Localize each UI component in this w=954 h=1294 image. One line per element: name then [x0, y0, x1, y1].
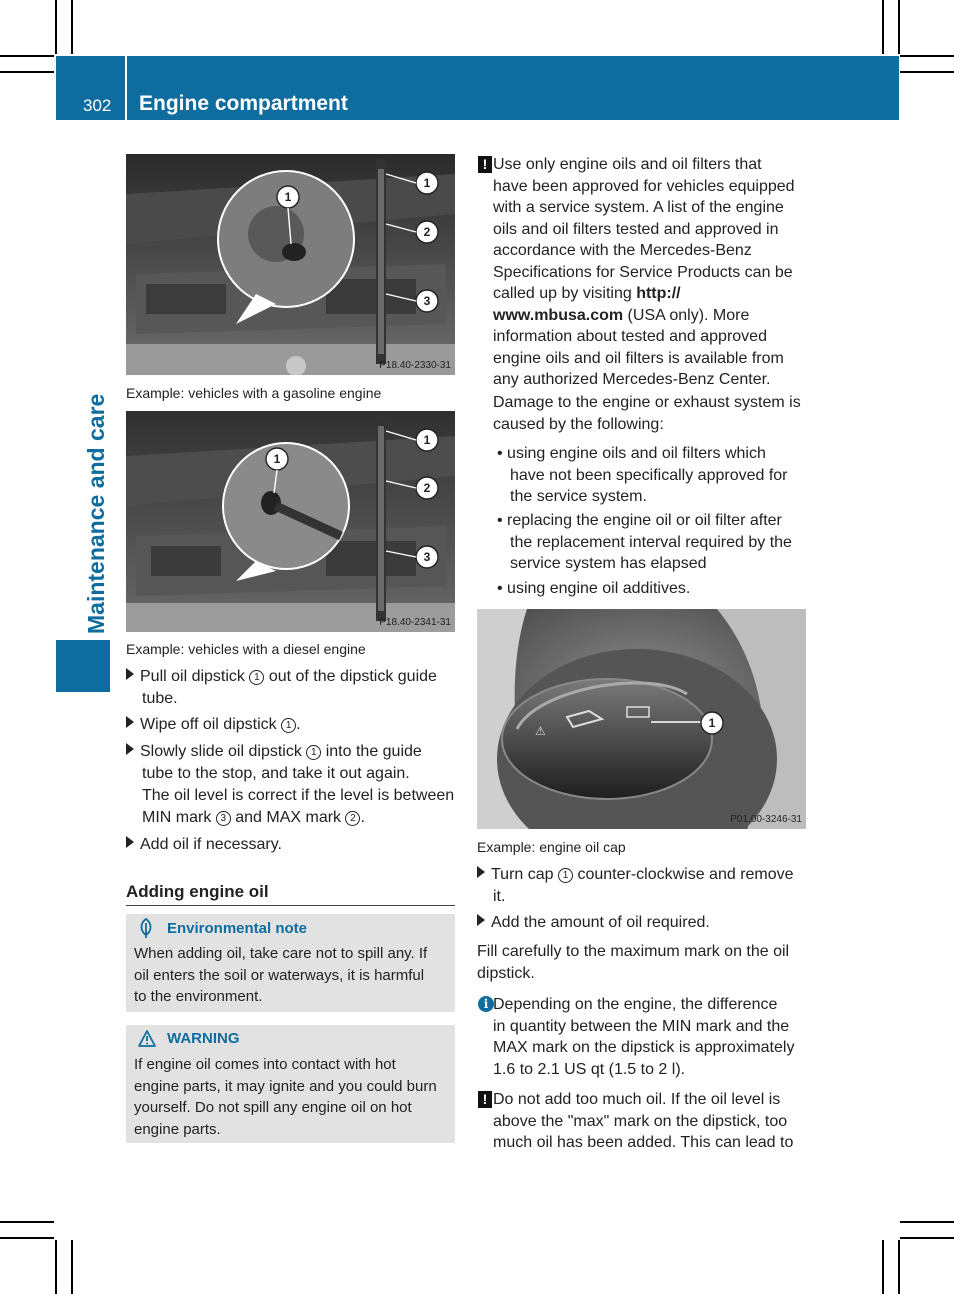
info-text: Depending on the engine, the difference in quantity between the MIN mark and the MAX mark on the dipstick is approximately 1.6 to 2.1 US qt (1.5 to 2 l).: [493, 996, 795, 1078]
bullet-item: • replacing the engine oil or oil filter after the replacement interval required by the service system has elapsed: [497, 512, 792, 572]
crop-mark: [900, 1237, 954, 1239]
crop-mark: [900, 1221, 954, 1223]
step-arrow-icon: [477, 914, 485, 926]
crop-mark: [900, 55, 954, 57]
bullet-item: • using engine oil additives.: [497, 580, 691, 597]
info-icon: i: [478, 995, 494, 1013]
notice-excl-icon: !: [478, 156, 492, 174]
photo-code: P01.00-3246-31: [730, 814, 802, 825]
crop-mark: [0, 1221, 54, 1223]
photo-code: P18.40-2341-31: [379, 617, 451, 628]
header-divider: [125, 56, 127, 120]
step-turn-cap: Turn cap 1 counter-clockwise and remove it.: [477, 864, 812, 907]
step-add-amount: Add the amount of oil required.: [477, 912, 812, 934]
section-heading: Adding engine oil: [126, 882, 269, 901]
callout-number: 3: [423, 294, 431, 308]
diesel-engine-photo: [126, 411, 455, 632]
warning-title: WARNING: [167, 1030, 240, 1047]
callout-number: 1: [284, 190, 292, 204]
fill-text: Fill carefully to the maximum mark on the oil dipstick.: [477, 943, 790, 982]
callout-ref: 3: [216, 811, 231, 826]
callout-ref: 1: [249, 670, 264, 685]
sidebar-tab-block: [56, 640, 110, 692]
crop-mark: [898, 1240, 900, 1294]
step-arrow-icon: [126, 743, 134, 755]
env-note-title: Environmental note: [167, 920, 308, 937]
photo-caption: Example: vehicles with a diesel engine: [126, 641, 366, 657]
crop-mark: [55, 0, 57, 54]
page-number: 302: [83, 96, 112, 115]
crop-mark: [0, 1237, 54, 1239]
crop-mark: [0, 55, 54, 57]
step-arrow-icon: [126, 716, 134, 728]
step-pull-dipstick: Pull oil dipstick 1 out of the dipstick guide tube.: [126, 666, 458, 709]
crop-mark: [882, 1240, 884, 1294]
photo-code: P18.40-2330-31: [379, 360, 451, 371]
callout-ref: 1: [281, 718, 296, 733]
crop-mark: [0, 71, 54, 73]
step-arrow-icon: [126, 668, 134, 680]
oil-cap-photo: [477, 609, 806, 829]
photo-caption: Example: vehicles with a gasoline engine: [126, 385, 382, 401]
warning-triangle-icon: [137, 1029, 157, 1048]
photo-caption: Example: engine oil cap: [477, 839, 626, 855]
notice-approved-oils: Use only engine oils and oil filters that have been approved for vehicles equipped with a service system. A list of the engine oils and oil filters tested and approved in accordance with the Mercedes-Benz Specifications for Service Products can be called up by visiting http:// www.mbusa.com (USA only). More information about tested and approved engine oils and oil filters is available from any authorized Mercedes-Benz Center.: [493, 156, 795, 388]
leaf-icon: [136, 917, 156, 939]
callout-number: 3: [423, 550, 431, 564]
callout-ref: 2: [345, 811, 360, 826]
warning-body: If engine oil comes into contact with hot engine parts, it may ignite and you could burn yourself. Do not spill any engine oil on hot engine parts.: [134, 1056, 437, 1138]
crop-mark: [71, 1240, 73, 1294]
bullet-item: • using engine oils and oil filters which have not been specifically approved for the service system.: [497, 445, 788, 505]
callout-ref: 1: [306, 745, 321, 760]
sidebar-section-label: Maintenance and care: [83, 393, 109, 634]
callout-number: 1: [708, 716, 716, 730]
env-note-body: When adding oil, take care not to spill any. If oil enters the soil or waterways, it is harmful to the environment.: [134, 945, 428, 1005]
page-title: Engine compartment: [139, 92, 348, 115]
crop-mark: [898, 0, 900, 54]
callout-number: 2: [423, 225, 431, 239]
step-add-oil: Add oil if necessary.: [126, 834, 458, 856]
crop-mark: [71, 0, 73, 54]
callout-ref: 1: [558, 868, 573, 883]
crop-mark: [900, 71, 954, 73]
step-wipe-dipstick: Wipe off oil dipstick 1 .: [126, 714, 458, 736]
section-rule: [126, 905, 455, 906]
notice-excl-icon: !: [478, 1091, 492, 1109]
crop-mark: [55, 1240, 57, 1294]
damage-text: Damage to the engine or exhaust system is caused by the following:: [493, 394, 801, 433]
step-arrow-icon: [477, 866, 485, 878]
callout-number: 2: [423, 481, 431, 495]
oil-level-text: The oil level is correct if the level is between MIN mark 3 and MAX mark 2 .: [142, 787, 455, 826]
step-arrow-icon: [126, 836, 134, 848]
notice-too-much-oil: Do not add too much oil. If the oil level is above the "max" mark on the dipstick, too much oil has been added. This can lead to: [493, 1091, 794, 1151]
svg-text:⚠: ⚠: [535, 724, 546, 738]
callout-number: 1: [273, 452, 281, 466]
callout-number: 1: [423, 176, 431, 190]
mbusa-link[interactable]: www.mbusa.com: [493, 306, 624, 324]
step-slide-dipstick: Slowly slide oil dipstick 1 into the guide tube to the stop, and take it out again.: [126, 741, 458, 784]
gasoline-engine-photo: [126, 154, 455, 375]
callout-number: 1: [423, 433, 431, 447]
crop-mark: [882, 0, 884, 54]
